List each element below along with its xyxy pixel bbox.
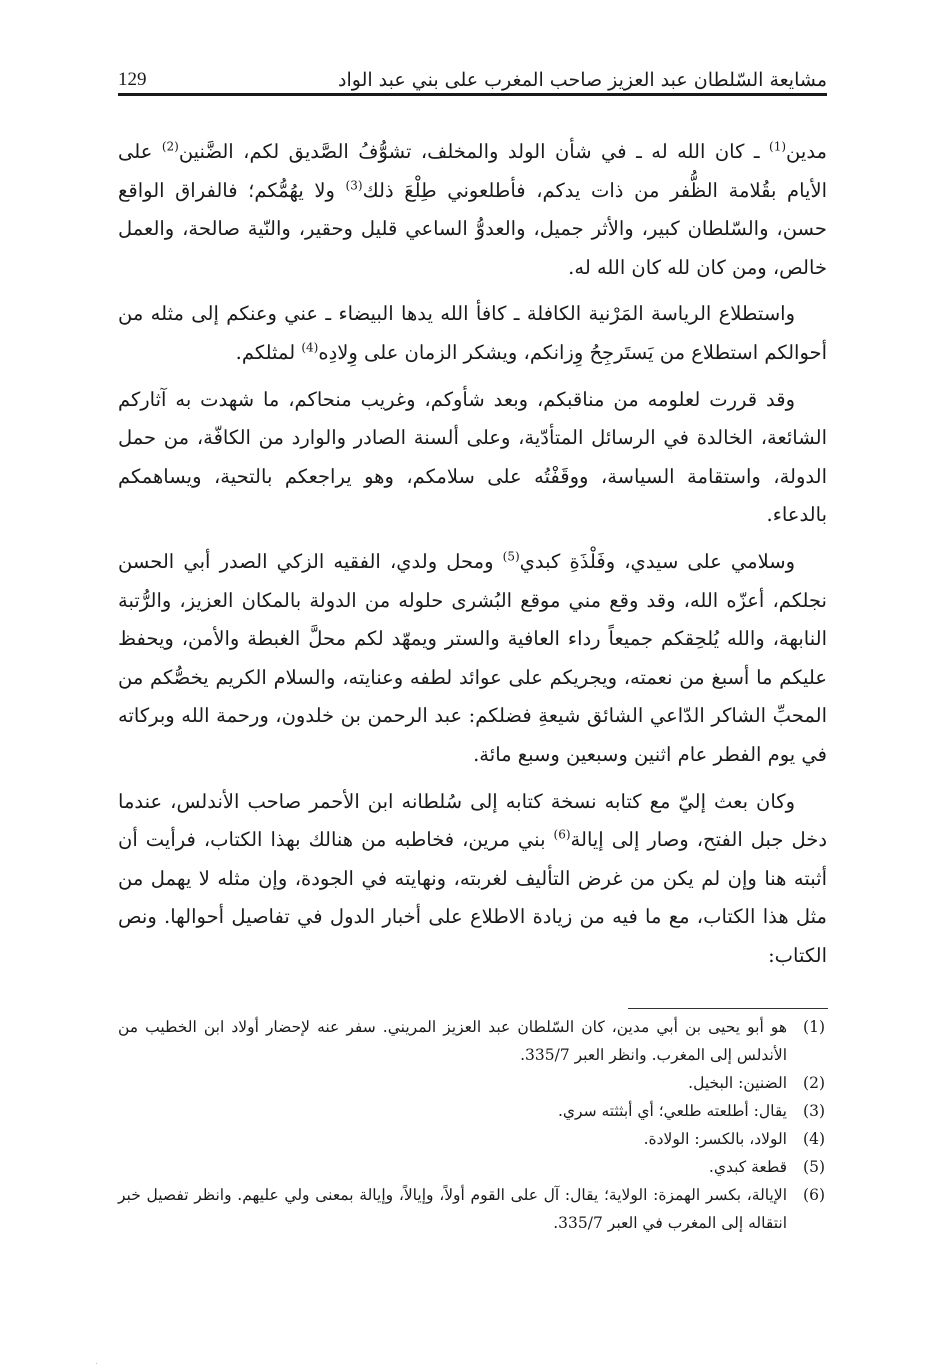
paragraph-text: مدين	[786, 140, 827, 163]
footnote-reference: (1)	[769, 139, 787, 154]
footnote	[118, 1153, 827, 1181]
body-paragraph	[118, 543, 827, 775]
footnote-number: (5)	[803, 1158, 825, 1176]
footnote-number: (4)	[803, 1130, 825, 1148]
footnote-reference: (2)	[161, 139, 179, 154]
footnote-text: الإيالة، بكسر الهمزة: الولاية؛ يقال: آل على القوم أولاً، وإيالاً، وإيالة بمعنى ولي عليهم. وانظر تفصيل خبر انتقاله إلى المغرب في العبر 335/7.	[118, 1186, 787, 1232]
paragraph-text: ومحل ولدي، الفقيه الزكي الصدر أبي الحسن نجلكم، أعزّه الله، وقد وقع مني موقع البُشرى حلوله من الدولة بالمكان العزيز، والرُّتبة النابهة، والله يُلحِقكم جميعاً رداء العافية والستر ويمهّد لكم محلَّ الغبطة والأمن، ويحفظ عليكم ما أسبغ من نعمته، ويجريكم على عوائد لطفه وعنايته، والسلام الكريم يخصُّكم من المحبِّ الشاكر الدّاعي الشائق شيعةِ فضلكم: عبد الرحمن بن خلدون، ورحمة الله وبركاته في يوم الفطر عام اثنين وسبعين وسبع مائة.	[118, 549, 827, 766]
footnote-text: الضنين: البخيل.	[688, 1074, 787, 1092]
footnotes	[118, 1013, 827, 1237]
page-number: 129	[118, 69, 147, 90]
footnote-text: يقال: أطلعته طلعي؛ أي أبثثته سري.	[557, 1102, 787, 1120]
footnote-reference: (4)	[301, 340, 319, 355]
body-paragraph	[118, 381, 827, 535]
paragraph-text: وقد قررت لعلومه من مناقبكم، وبعد شأوكم، وغريب منحاكم، ما شهدت به آثاركم الشائعة، الخالدة في الرسائل المتأدّية، وعلى ألسنة الصادر والوارد من الكافّة، من حمل الدولة، واستقامة السياسة، ووقَفْتُه على سلامكم، وهو يراجعكم بالتحية، ويساهمكم بالدعاء.	[118, 387, 827, 527]
footnote	[118, 1013, 827, 1069]
paragraph-text: بني مرين، فخاطبه من هنالك بهذا الكتاب، فرأيت أن أثبته هنا وإن لم يكن من غرض التأليف لغربته، ونهايته في الجودة، وإن مثله لا يهمل من مثل هذا الكتاب، مع ما فيه من زيادة الاطلاع على أخبار الدول في تفاصيل أحوالها. ونص الكتاب:	[118, 828, 827, 967]
footnote-text: قطعة كبدي.	[708, 1158, 787, 1176]
footnote-reference: (3)	[345, 178, 363, 193]
paragraph-text: وكان بعث إليّ مع كتابه نسخة كتابه إلى سُلطانه ابن الأحمر صاحب الأندلس، عندما دخل جبل الفتح، وصار إلى إيالة	[118, 789, 827, 852]
footnote-number: (3)	[803, 1102, 825, 1120]
paragraph-text: لمثلكم.	[235, 340, 302, 364]
footnote-separator	[628, 1008, 828, 1009]
running-title: مشايعة السّلطان عبد العزيز صاحب المغرب على بني عبد الواد	[338, 69, 827, 91]
footnote-number: (2)	[803, 1074, 825, 1092]
header-rule	[118, 93, 827, 96]
footnote-text: الولاد، بالكسر: الولادة.	[643, 1130, 787, 1148]
footnote	[118, 1181, 827, 1237]
footnote-number: (6)	[803, 1186, 825, 1204]
body-paragraph	[118, 133, 827, 287]
footnote-number: (1)	[803, 1018, 825, 1036]
paragraph-text: ـ كان الله له ـ في شأن الولد والمخلف، تشوُّفُ الصَّديق لكم، الضَّنين	[178, 140, 770, 163]
paragraph-text: ولا يهُمُّكم؛ فالفراق الواقع حسن، والسّلطان كبير، والأثر جميل، والعدوُّ الساعي قليل وحقير، والنّية صالحة، والعمل خالص، ومن كان لله كان الله له.	[118, 178, 827, 279]
body-paragraph	[118, 783, 827, 976]
paragraph-text: واستطلاع الرياسة المَرْنية الكافلة ـ كافأ الله يدها البيضاء ـ عني وعنكم إلى مثله من أحوالكم استطلاع من يَستَرجِحُ وِزانكم، ويشكر الزمان على وِلادِه	[118, 302, 827, 364]
paragraph-text: وسلامي على سيدي، وفَلْذَةِ كبدي	[519, 549, 795, 573]
footnote-reference: (5)	[502, 549, 520, 564]
footnote	[118, 1097, 827, 1125]
body-text	[118, 133, 827, 983]
footnote-reference: (6)	[553, 827, 571, 842]
footnote-text: هو أبو يحيى بن أبي مدين، كان السّلطان عبد العزيز المريني. سفر عنه لإحضار أولاد ابن الخطيب من الأندلس إلى المغرب. وانظر العبر 335/7.	[118, 1018, 787, 1064]
scan-speck	[96, 1363, 97, 1364]
body-paragraph	[118, 295, 827, 372]
footnote	[118, 1125, 827, 1153]
paragraph-text: على الأيام بقُلامة الظُّفر من ذات يدكم، فأطلعوني طِلْعَ ذلك	[118, 140, 827, 202]
running-head	[118, 58, 827, 92]
footnote	[118, 1069, 827, 1097]
